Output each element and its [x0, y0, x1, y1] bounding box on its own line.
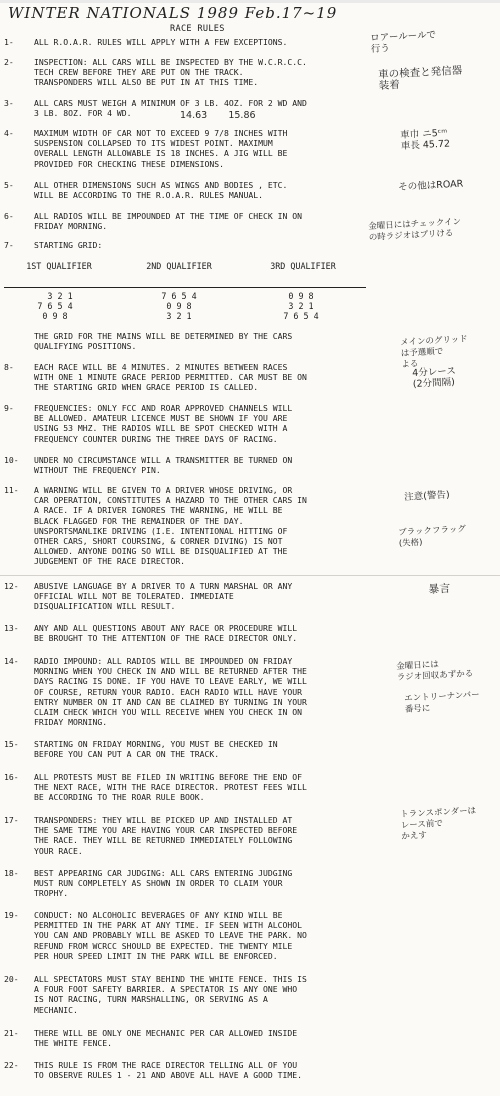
handwritten-note: メインのグリッド は予選順で よる — [400, 334, 468, 370]
starting-grid — [0, 291, 400, 323]
rule-number: 13- — [4, 623, 19, 633]
handwritten-note: 金曜日には ラジオ回収あずかる — [396, 659, 474, 683]
grid-column-2: 7 6 5 4 0 9 8 3 2 1 — [161, 291, 197, 321]
rule-text: MAXIMUM WIDTH OF CAR NOT TO EXCEED 9 7/8 INCHES WITH SUSPENSION COLLAPSED TO ITS WIDEST POINT. MAXIMUM OVERALL LENGTH ALLOWABLE IS 18 INCHES. A JIG WILL BE PROVIDED FOR CHECKING THESE DIMENSIONS. — [34, 128, 288, 169]
handwritten-note: トランスポンダーは レース前で かえす — [400, 806, 477, 842]
rule-number: 5- — [4, 180, 14, 190]
rule-text: UNDER NO CIRCUMSTANCE WILL A TRANSMITTER BE TURNED ON WITHOUT THE FREQUENCY PIN. — [34, 455, 293, 476]
rule-text: RADIO IMPOUND: ALL RADIOS WILL BE IMPOUNDED ON FRIDAY MORNING WHEN YOU CHECK IN AND WILL BE RETURNED AFTER THE DAYS RACING IS DONE. IF YOU HAVE TO LEAVE EARLY, WE WILL OF COURSE, RETURN YOUR RADIO. EACH RADIO WILL HAVE YOUR ENTRY NUMBER ON IT AND CAN BE CLAIMED BY TURNING IN YOUR CLAIM CHECK WHICH YOU WILL RECEIVE WHEN YOU CHECK IN ON FRIDAY MORNING. — [34, 656, 307, 728]
handwritten-note: 4分レース (2分間隔) — [412, 365, 457, 390]
handwritten-note: ロアールールで 行う — [370, 29, 437, 55]
rule-number: 2- — [4, 57, 14, 67]
rule-number: 9- — [4, 403, 14, 413]
rule-text: ALL RADIOS WILL BE IMPOUNDED AT THE TIME OF CHECK IN ON FRIDAY MORNING. — [34, 211, 303, 232]
rule-number: 4- — [4, 128, 14, 138]
rule-number: 6- — [4, 211, 14, 221]
rule-number: 16- — [4, 772, 19, 782]
document-title: WINTER NATIONALS 1989 Feb.17~19 — [8, 4, 338, 22]
rule-text: ALL PROTESTS MUST BE FILED IN WRITING BEFORE THE END OF THE NEXT RACE, WITH THE RACE DIRECTOR. PROTEST FEES WILL BE ACCORDING TO THE ROAR RULE BOOK. — [34, 772, 307, 803]
rule-number: 11- — [4, 485, 19, 495]
rule-number: 21- — [4, 1028, 19, 1038]
rule-text: EACH RACE WILL BE 4 MINUTES. 2 MINUTES BETWEEN RACES WITH ONE 1 MINUTE GRACE PERIOD PERMITTED. CAR MUST BE ON THE STARTING GRID WHEN GRACE PERIOD IS CALLED. — [34, 362, 307, 393]
handwritten-note: 14.63 15.86 — [180, 110, 256, 121]
handwritten-note: ブラックフラッグ (失格) — [398, 524, 467, 549]
rule-text: ABUSIVE LANGUAGE BY A DRIVER TO A TURN MARSHAL OR ANY OFFICIAL WILL NOT BE TOLERATED. IMMEDIATE DISQUALIFICATION WILL RESULT. — [34, 581, 293, 612]
rule-text: ANY AND ALL QUESTIONS ABOUT ANY RACE OR PROCEDURE WILL BE BROUGHT TO THE ATTENTION OF THE RACE DIRECTOR ONLY. — [34, 623, 298, 644]
rule-number: 10- — [4, 455, 19, 465]
handwritten-note: 車巾 ニ5ᶜᵐ 車長 45.72 — [400, 127, 451, 152]
qualifier-1-label: 1ST QUALIFIER — [26, 261, 92, 271]
qualifier-3-label: 3RD QUALIFIER — [270, 261, 336, 271]
grid-divider — [4, 287, 366, 288]
rule-text: STARTING GRID: — [34, 240, 103, 250]
rule-text: TRANSPONDERS: THEY WILL BE PICKED UP AND INSTALLED AT THE SAME TIME YOU ARE HAVING YOUR CAR INSPECTED BEFORE THE RACE. THEY WILL BE RETURNED IMMEDIATELY FOLLOWING YOUR RACE. — [34, 815, 298, 856]
handwritten-note: 車の検査と発信器 装着 — [377, 64, 463, 92]
rule-number: 8- — [4, 362, 14, 372]
handwritten-note: 金曜日にはチェックイン の時ラジオはプリける — [368, 217, 462, 243]
rule-text: FREQUENCIES: ONLY FCC AND ROAR APPROVED CHANNELS WILL BE ALLOWED. AMATEUR LICENCE MUST BE SHOWN IF YOU ARE USING 53 MHZ. THE RADIOS WILL BE SPOT CHECKED WITH A FREQUENCY COUNTER DURING THE THREE DAYS OF RACING. — [34, 403, 293, 444]
qualifier-2-label: 2ND QUALIFIER — [146, 261, 212, 271]
scan-edge — [0, 0, 500, 3]
rule-number: 15- — [4, 739, 19, 749]
handwritten-note: 注意(警告) — [404, 489, 450, 503]
rule-text: ALL SPECTATORS MUST STAY BEHIND THE WHITE FENCE. THIS IS A FOUR FOOT SAFETY BARRIER. A SPECTATOR IS ANY ONE WHO IS NOT RACING, TURN MARSHALLING, OR SERVING AS A MECHANIC. — [34, 974, 307, 1015]
grid-column-1: 3 2 1 7 6 5 4 0 9 8 — [37, 291, 73, 321]
handwritten-note: その他はROAR — [398, 178, 464, 193]
rule-number: 7- — [4, 240, 14, 250]
rule-number: 20- — [4, 974, 19, 984]
handwritten-note: エントリーナンバー 番号に — [404, 690, 480, 715]
rule-text: THE GRID FOR THE MAINS WILL BE DETERMINED BY THE CARS QUALIFYING POSITIONS. — [34, 331, 293, 352]
document-subtitle: RACE RULES — [170, 24, 225, 34]
rule-text: A WARNING WILL BE GIVEN TO A DRIVER WHOSE DRIVING, OR CAR OPERATION, CONSTITUTES A HAZARD TO THE OTHER CARS IN A RACE. IF A DRIVER IGNORES THE WARNING, HE WILL BE BLACK FLAGGED FOR THE REMAINDER OF THE DAY. UNSPORTSMANLIKE DRIVING (I.E. INTENTIONAL HITTING OF OTHER CARS, SHORT COURSING, & CORNER DIVING) IS NOT ALLOWED. ANYONE DOING SO WILL BE DISQUALIFIED AT THE JUDGEMENT OF THE RACE DIRECTOR. — [34, 485, 307, 567]
rule-number: 3- — [4, 98, 14, 108]
rule-number: 22- — [4, 1060, 19, 1070]
rule-number: 1- — [4, 37, 14, 47]
rule-text: STARTING ON FRIDAY MORNING, YOU MUST BE CHECKED IN BEFORE YOU CAN PUT A CAR ON THE TRACK. — [34, 739, 278, 760]
rule-number: 19- — [4, 910, 19, 920]
handwritten-note: 暴言 — [427, 581, 451, 596]
rule-text: ALL OTHER DIMENSIONS SUCH AS WINGS AND BODIES , ETC. WILL BE ACCORDING TO THE R.O.A.R. RULES MANUAL. — [34, 180, 288, 201]
rule-text: BEST APPEARING CAR JUDGING: ALL CARS ENTERING JUDGING MUST RUN COMPLETELY AS SHOWN IN ORDER TO CLAIM YOUR TROPHY. — [34, 868, 293, 899]
scan-fold — [0, 575, 500, 576]
rule-text: ALL R.O.A.R. RULES WILL APPLY WITH A FEW EXCEPTIONS. — [34, 37, 288, 47]
grid-column-3: 0 9 8 3 2 1 7 6 5 4 — [283, 291, 319, 321]
rule-text: CONDUCT: NO ALCOHOLIC BEVERAGES OF ANY KIND WILL BE PERMITTED IN THE PARK AT ANY TIME. IF SEEN WITH ALCOHOL YOU CAN AND PROBABLY WILL BE ASKED TO LEAVE THE PARK. NO REFUND FROM WCRCC SHOULD BE EXPECTED. THE TWENTY MILE PER HOUR SPEED LIMIT IN THE PARK WILL BE ENFORCED. — [34, 910, 307, 961]
rule-number: 17- — [4, 815, 19, 825]
rule-text: ALL CARS MUST WEIGH A MINIMUM OF 3 LB. 4OZ. FOR 2 WD AND 3 LB. 8OZ. FOR 4 WD. — [34, 98, 307, 119]
rule-number: 14- — [4, 656, 19, 666]
rule-number: 18- — [4, 868, 19, 878]
rule-text: THERE WILL BE ONLY ONE MECHANIC PER CAR ALLOWED INSIDE THE WHITE FENCE. — [34, 1028, 298, 1049]
rule-number: 12- — [4, 581, 19, 591]
rule-text: THIS RULE IS FROM THE RACE DIRECTOR TELLING ALL OF YOU TO OBSERVE RULES 1 - 21 AND ABOVE ALL HAVE A GOOD TIME. — [34, 1060, 303, 1081]
rule-text: INSPECTION: ALL CARS WILL BE INSPECTED BY THE W.C.R.C.C. TECH CREW BEFORE THEY ARE PUT ON THE TRACK. TRANSPONDERS WILL ALSO BE PUT IN AT THIS TIME. — [34, 57, 307, 88]
